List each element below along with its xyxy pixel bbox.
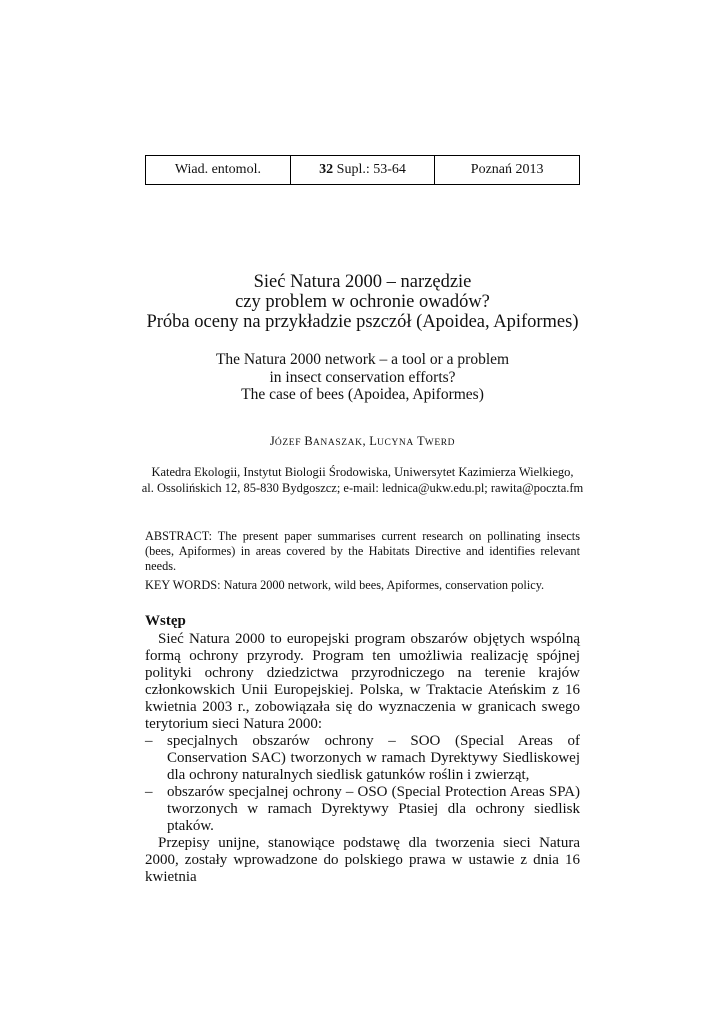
section-body <box>145 631 580 886</box>
place-year: Poznań 2013 <box>470 162 544 177</box>
affiliation-line-2: al. Ossolińskich 12, 85-830 Bydgoszcz; e-mail: lednica@ukw.edu.pl; rawita@poczta.fm <box>141 481 584 495</box>
title-polish <box>100 272 625 332</box>
title-english <box>100 351 625 404</box>
list-item-text: specjalnych obszarów ochrony – SOO (Special Areas of Conservation SAC) tworzonych w ramach Dyrektywy Siedliskowej dla ochrony naturalnych siedlisk gatunków roślin i zwierząt, <box>167 733 580 783</box>
volume-cell <box>290 156 435 185</box>
list-item <box>145 784 580 835</box>
affiliation-line-1: Katedra Ekologii, Instytut Biologii Środowiska, Uniwersytet Kazimierza Wielkiego, <box>151 465 574 479</box>
author-1-last-rest: ANASZAK <box>312 438 363 448</box>
section-heading: Wstęp <box>145 613 186 629</box>
journal-name-cell <box>146 156 291 185</box>
journal-header-table <box>145 155 580 185</box>
intro-paragraph: Sieć Natura 2000 to europejski program obszarów objętych wspólną formą ochrony przyrody. Program ten umożliwia realizację spójnej polityki ochrony dziedzictwa przyrodniczego na terenie krajów członkowskich Unii Europejskiej. Polska, w Traktacie Ateńskim z 16 kwietnia 2003 r., zobowiązała się do wyznaczenia w granicach swego terytorium sieci Natura 2000: <box>145 631 580 732</box>
author-2-last-initial: T <box>416 434 425 448</box>
title-en-line-1: The Natura 2000 network – a tool or a problem <box>215 351 510 368</box>
affiliation <box>100 464 625 496</box>
author-1-first-rest: ÓZEF <box>274 438 302 448</box>
title-pl-line-3: Próba oceny na przykładzie pszczół (Apoidea, Apiformes) <box>146 312 579 332</box>
list-item <box>145 733 580 784</box>
author-2-last-rest: WERD <box>424 438 456 448</box>
authors <box>100 434 625 449</box>
abstract: ABSTRACT: The present paper summarises current research on pollinating insects (bees, Apiformes) in areas covered by the Habitats Directive and identifies relevant needs. <box>145 529 580 573</box>
list-item-text: obszarów specjalnej ochrony – OSO (Special Protection Areas SPA) tworzonych w ramach Dyrektywy Ptasiej dla ochrony siedlisk ptaków. <box>167 784 580 834</box>
keywords: KEY WORDS: Natura 2000 network, wild bees, Apiformes, conservation policy. <box>145 578 545 592</box>
supplement-pages: Supl.: 53-64 <box>336 162 406 177</box>
author-separator: , <box>362 434 366 448</box>
title-pl-line-1: Sieć Natura 2000 – narzędzie <box>253 272 472 292</box>
author-1-first-initial: J <box>269 434 275 448</box>
bullet-dash: – <box>145 733 153 749</box>
second-paragraph: Przepisy unijne, stanowiące podstawę dla tworzenia sieci Natura 2000, zostały wprowadzone do polskiego prawa w ustawie z dnia 16 kwietnia <box>145 835 580 885</box>
title-en-line-2: in insect conservation efforts? <box>269 368 456 386</box>
title-en-line-3: The case of bees (Apoidea, Apiformes) <box>241 386 484 403</box>
author-1-last-initial: B <box>304 434 313 448</box>
author-2-first-initial: L <box>369 434 378 448</box>
volume-number: 32 <box>319 162 334 177</box>
place-year-cell <box>435 156 580 185</box>
title-pl-line-2: czy problem w ochronie owadów? <box>235 292 490 312</box>
author-2-first-rest: UCYNA <box>377 438 414 448</box>
journal-name: Wiad. entomol. <box>174 162 261 177</box>
bullet-dash: – <box>145 784 153 800</box>
